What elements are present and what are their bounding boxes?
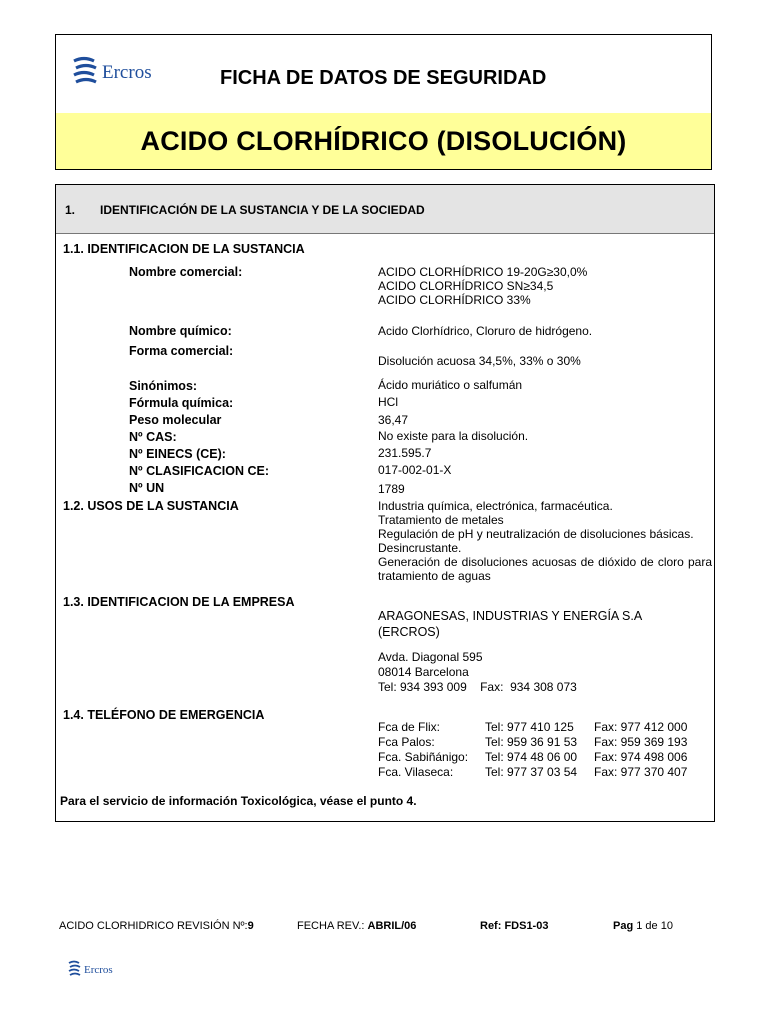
uso-2: Tratamiento de metales xyxy=(378,513,504,527)
subsection-1-3: 1.3. IDENTIFICACION DE LA EMPRESA xyxy=(63,595,295,609)
ercros-logo xyxy=(72,55,172,96)
value-un: 1789 xyxy=(378,482,405,496)
label-peso-molecular: Peso molecular xyxy=(129,413,222,427)
value-peso-molecular: 36,47 xyxy=(378,413,409,427)
section-title: IDENTIFICACIÓN DE LA SUSTANCIA Y DE LA SOCIEDAD xyxy=(100,203,425,217)
label-formula: Fórmula química: xyxy=(129,396,234,410)
value-forma-comercial: Disolución acuosa 34,5%, 33% o 30% xyxy=(378,354,581,368)
label-cas: Nº CAS: xyxy=(129,430,177,444)
product-title-band xyxy=(56,113,711,169)
tel-1: Tel: 977 410 125 xyxy=(485,720,574,734)
section-heading-band xyxy=(56,185,714,234)
site-4: Fca. Vilaseca: xyxy=(378,765,454,779)
document-title: FICHA DE DATOS DE SEGURIDAD xyxy=(220,67,547,89)
address-line-3: Tel: 934 393 009 Fax: 934 308 073 xyxy=(378,680,577,694)
label-nombre-quimico: Nombre químico: xyxy=(129,324,232,338)
address-line-1: Avda. Diagonal 595 xyxy=(378,650,483,664)
tel-3: Tel: 974 48 06 00 xyxy=(485,750,578,764)
emergency-sites xyxy=(378,720,468,780)
value-sinonimos: Ácido muriático o salfumán xyxy=(378,378,523,392)
footer-date: FECHA REV.: ABRIL/06 xyxy=(297,920,417,932)
toxicology-note: Para el servicio de información Toxicológica, véase el punto 4. xyxy=(60,794,417,808)
subsection-1-1: 1.1. IDENTIFICACION DE LA SUSTANCIA xyxy=(63,242,305,256)
footer-ercros-logo xyxy=(68,960,128,985)
usos-list xyxy=(378,499,712,583)
nombre-comercial-3: ACIDO CLORHÍDRICO 33% xyxy=(378,293,531,307)
label-sinonimos: Sinónimos: xyxy=(129,379,198,393)
product-title: ACIDO CLORHÍDRICO (DISOLUCIÓN) xyxy=(140,126,627,156)
footer-product: ACIDO CLORHIDRICO REVISIÓN Nº:9 xyxy=(59,920,254,932)
footer-ref: Ref: FDS1-03 xyxy=(480,920,549,932)
empresa-name: ARAGONESAS, INDUSTRIAS Y ENERGÍA S.A xyxy=(378,609,643,623)
label-un: Nº UN xyxy=(129,481,165,495)
label-forma-comercial: Forma comercial: xyxy=(129,344,234,358)
subsection-1-4: 1.4. TELÉFONO DE EMERGENCIA xyxy=(63,708,265,722)
empresa-address xyxy=(378,650,577,695)
document-header xyxy=(55,34,712,170)
section-number: 1. xyxy=(65,203,76,217)
tel-4: Tel: 977 37 03 54 xyxy=(485,765,578,779)
fax-1: Fax: 977 412 000 xyxy=(594,720,688,734)
section-1-box xyxy=(55,184,715,822)
label-nombre-comercial: Nombre comercial: xyxy=(129,265,243,279)
uso-1: Industria química, electrónica, farmacéutica. xyxy=(378,499,613,513)
value-nombre-quimico: Acido Clorhídrico, Cloruro de hidrógeno. xyxy=(378,324,593,338)
emergency-phones xyxy=(485,720,577,780)
footer-logo-wordmark: Ercros xyxy=(84,964,113,976)
footer-page: Pag 1 de 10 xyxy=(613,920,673,932)
emergency-faxes xyxy=(594,720,687,780)
footer-page-number: 1 xyxy=(636,920,643,932)
site-1: Fca de Flix: xyxy=(378,720,441,734)
value-formula: HCl xyxy=(378,395,398,409)
nombre-comercial-1: ACIDO CLORHÍDRICO 19-20G≥30,0% xyxy=(378,265,588,279)
fax-3: Fax: 974 498 006 xyxy=(594,750,688,764)
header-top-row xyxy=(56,35,711,114)
value-einecs: 231.595.7 xyxy=(378,446,432,460)
uso-4: Desincrustante. xyxy=(378,541,462,555)
nombre-comercial-2: ACIDO CLORHÍDRICO SN≥34,5 xyxy=(378,279,554,293)
tel-2: Tel: 959 36 91 53 xyxy=(485,735,578,749)
value-cas: No existe para la disolución. xyxy=(378,429,529,443)
value-clasificacion-ce: 017-002-01-X xyxy=(378,463,452,477)
fax-2: Fax: 959 369 193 xyxy=(594,735,688,749)
logo-wordmark: Ercros xyxy=(102,62,152,83)
subsection-1-2: 1.2. USOS DE LA SUSTANCIA xyxy=(63,499,239,513)
fax-4: Fax: 977 370 407 xyxy=(594,765,688,779)
address-line-2: 08014 Barcelona xyxy=(378,665,469,679)
empresa-short: (ERCROS) xyxy=(378,625,440,639)
empresa-info xyxy=(378,608,642,640)
label-einecs: Nº EINECS (CE): xyxy=(129,447,226,461)
uso-3: Regulación de pH y neutralización de disoluciones básicas. xyxy=(378,527,694,541)
footer-revision: 9 xyxy=(247,920,254,932)
site-2: Fca Palos: xyxy=(378,735,435,749)
footer-date-value: ABRIL/06 xyxy=(367,920,417,932)
label-clasificacion-ce: Nº CLASIFICACION CE: xyxy=(129,464,269,478)
uso-5: Generación de disoluciones acuosas de dióxido de cloro para tratamiento de aguas xyxy=(378,555,712,583)
site-3: Fca. Sabiñánigo: xyxy=(378,750,469,764)
value-nombre-comercial xyxy=(378,265,587,307)
